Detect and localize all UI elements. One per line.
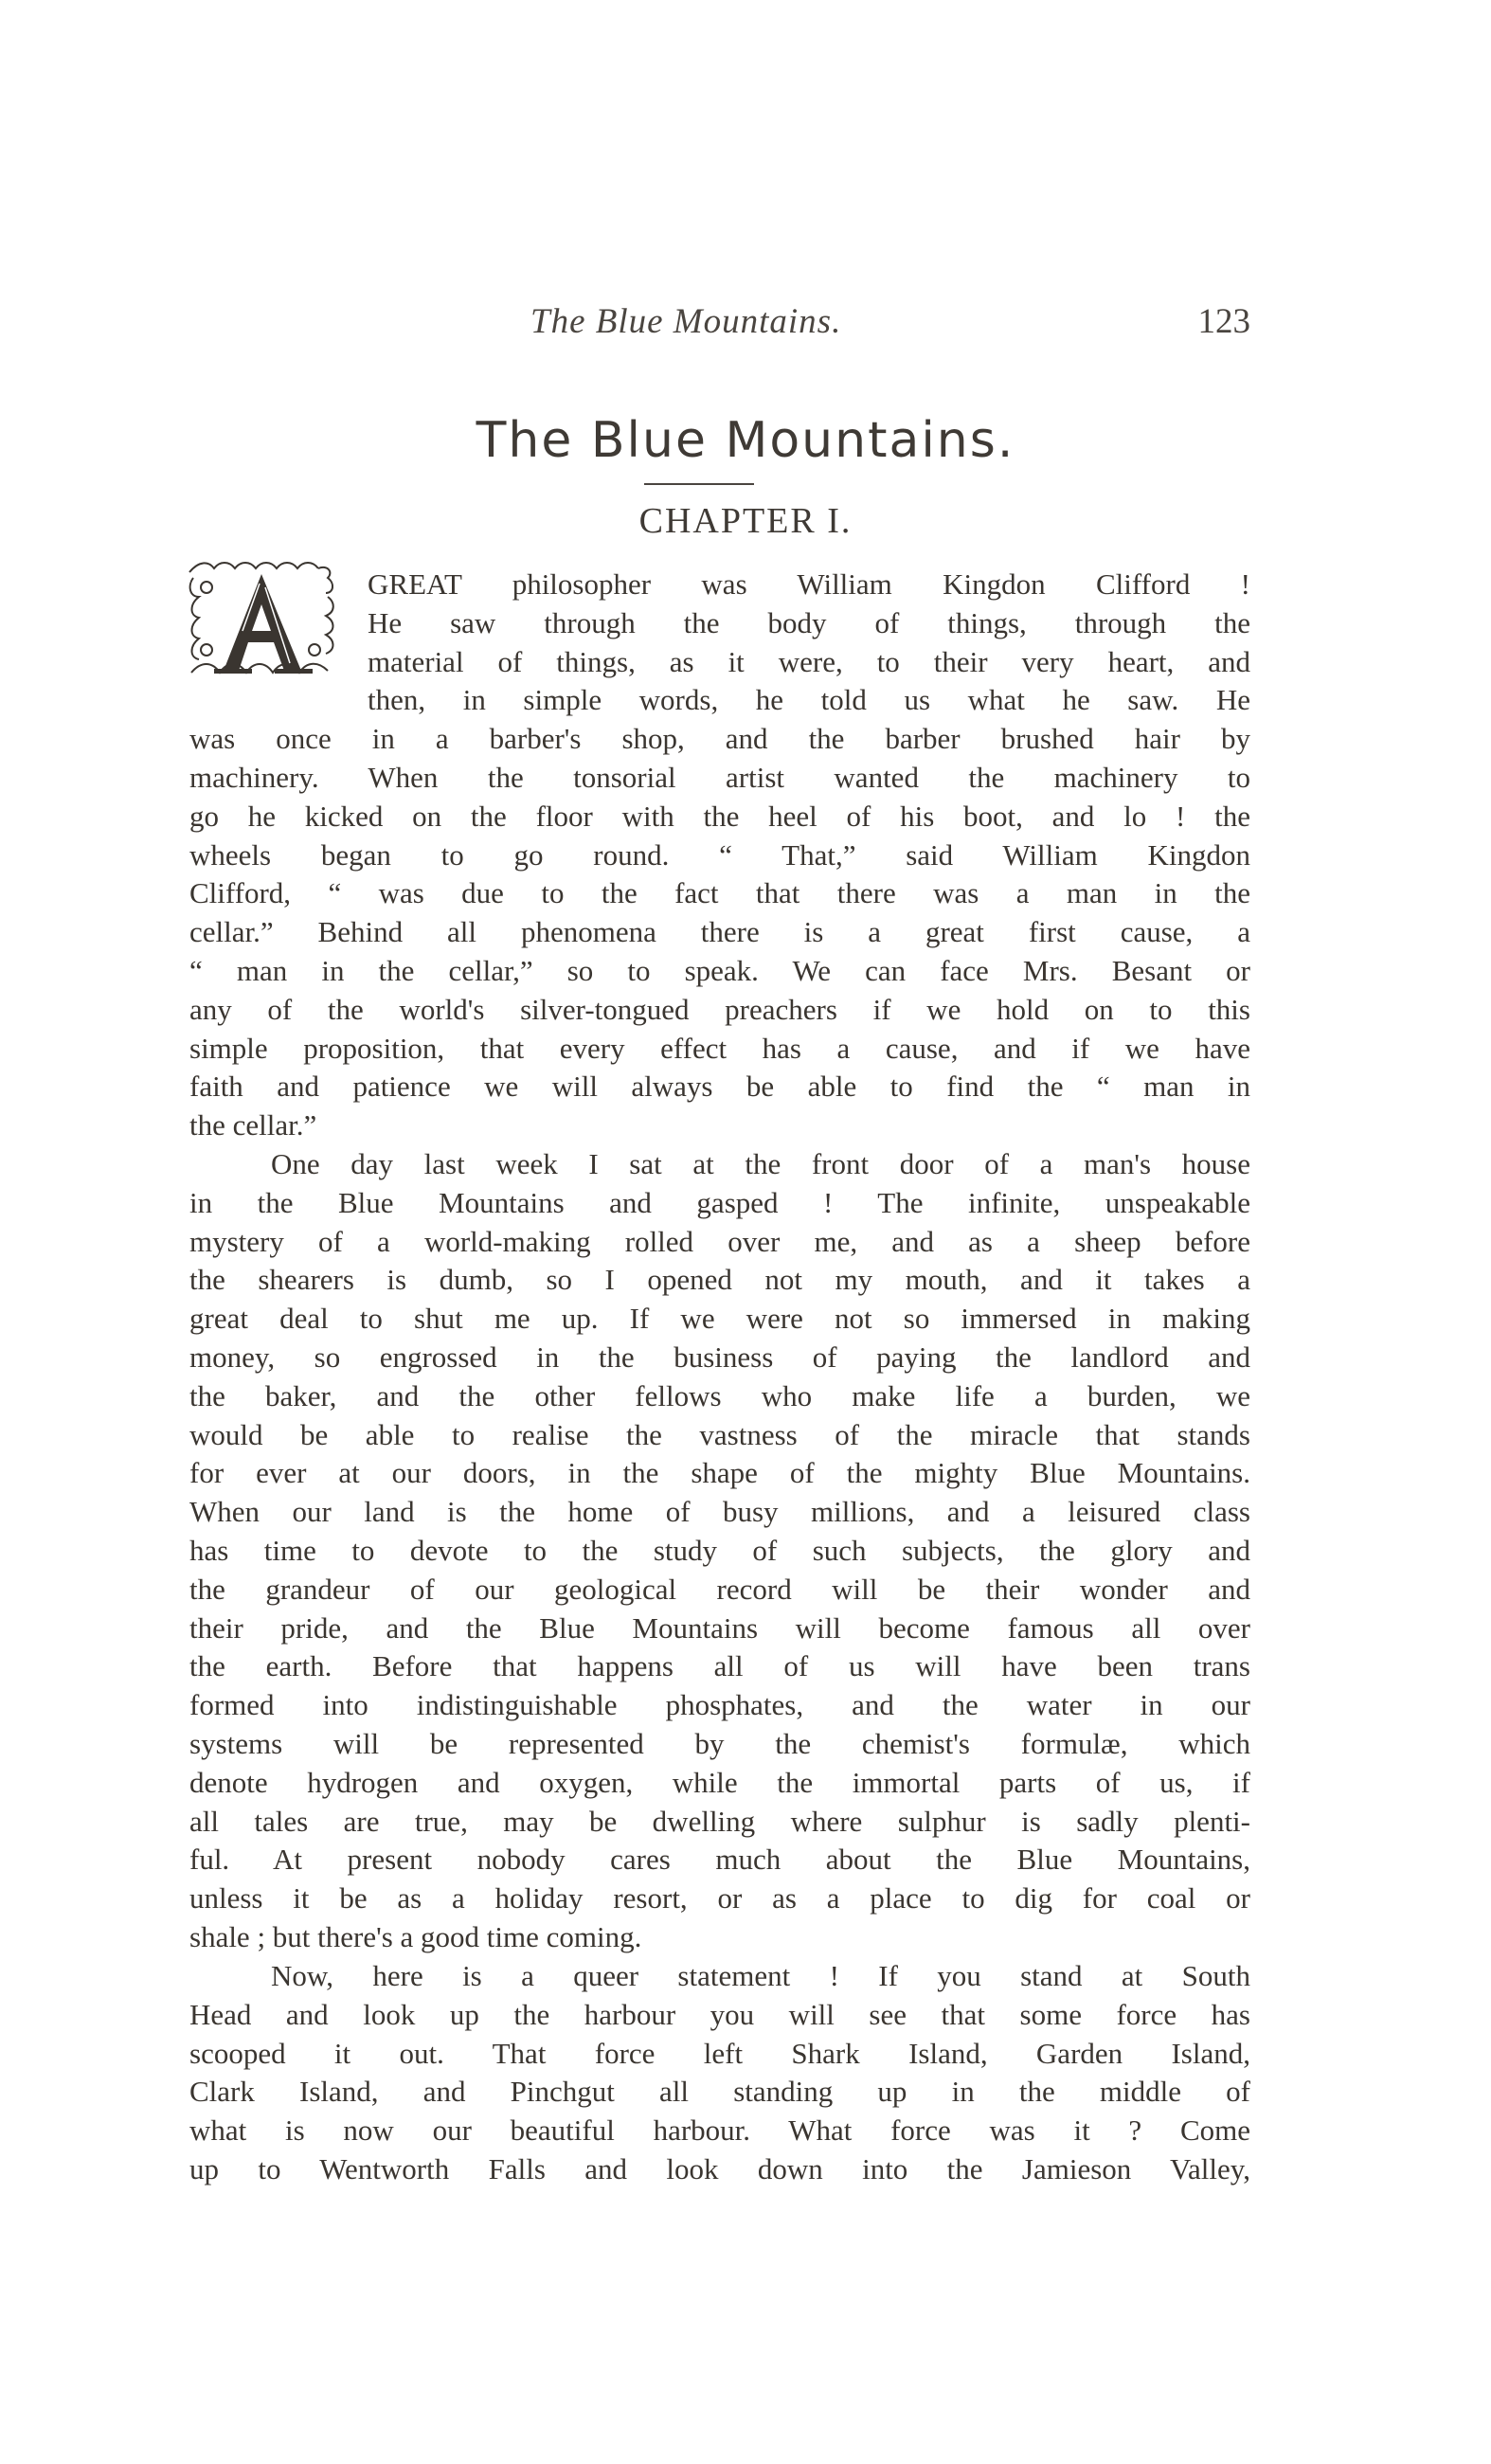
text-line: money, so engrossed in the business of paying the landlord and xyxy=(189,1340,1250,1374)
text-line: GREAT philosopher was William Kingdon Clifford ! xyxy=(368,567,1250,601)
paragraph-3 xyxy=(189,1957,1250,2189)
text-line: denote hydrogen and oxygen, while the immortal parts of us, if xyxy=(189,1765,1250,1799)
paragraph-2 xyxy=(189,1145,1250,1957)
text-line: for ever at our doors, in the shape of the mighty Blue Mountains. xyxy=(189,1456,1250,1490)
text-line: the earth. Before that happens all of us will have been trans xyxy=(189,1649,1250,1683)
text-line: all tales are true, may be dwelling where sulphur is sadly plenti- xyxy=(189,1804,1250,1838)
text-line: any of the world's silver-tongued preachers if we hold on to this xyxy=(189,992,1250,1026)
text-line: ful. At present nobody cares much about the Blue Mountains, xyxy=(189,1843,1250,1877)
chapter-heading: CHAPTER I. xyxy=(638,501,853,541)
text-line: mystery of a world-making rolled over me, and as a sheep before xyxy=(189,1224,1250,1258)
text-line: great deal to shut me up. If we were not so immersed in making xyxy=(189,1302,1250,1336)
page-number: 123 xyxy=(1197,302,1250,341)
text-line: unless it be as a holiday resort, or as a place to dig for coal or xyxy=(189,1881,1250,1915)
text-line: Now, here is a queer statement ! If you stand at South xyxy=(271,1959,1250,1992)
text-line: what is now our beautiful harbour. What force was it ? Come xyxy=(189,2113,1250,2148)
text-line: He saw through the body of things, through the xyxy=(368,605,1250,639)
article-title: The Blue Mountains. xyxy=(476,412,1015,469)
text-line: shale ; but there's a good time coming. xyxy=(189,1919,642,1953)
text-line: formed into indistinguishable phosphates, and the water in our xyxy=(189,1688,1250,1722)
title-divider xyxy=(644,483,754,485)
running-head xyxy=(189,301,1250,349)
text-line: in the Blue Mountains and gasped ! The infinite, unspeakable xyxy=(189,1185,1250,1219)
text-line: One day last week I sat at the front door of a man's house xyxy=(271,1147,1250,1180)
paragraph-1 xyxy=(189,566,1250,1145)
text-line: would be able to realise the vastness of the miracle that stands xyxy=(189,1417,1250,1451)
text-line: has time to devote to the study of such subjects, the glory and xyxy=(189,1533,1250,1567)
text-line: the shearers is dumb, so I opened not my mouth, and it takes a xyxy=(189,1263,1250,1297)
text-line: “ man in the cellar,” so to speak. We can face Mrs. Besant or xyxy=(189,953,1250,987)
text-line: faith and patience we will always be able to find the “ man in xyxy=(189,1070,1250,1104)
text-line: Clark Island, and Pinchgut all standing up in the middle of xyxy=(189,2075,1250,2109)
text-line: When our land is the home of busy millions, and a leisured class xyxy=(189,1495,1250,1529)
text-line: scooped it out. That force left Shark Island, Garden Island, xyxy=(189,2036,1250,2070)
text-line: material of things, as it were, to their very heart, and xyxy=(368,644,1250,678)
text-line: go he kicked on the floor with the heel of his boot, and lo ! the xyxy=(189,799,1250,833)
text-line: then, in simple words, he told us what he saw. He xyxy=(368,683,1250,717)
text-line: machinery. When the tonsorial artist wanted the machinery to xyxy=(189,760,1250,794)
text-line: the baker, and the other fellows who make life a burden, we xyxy=(189,1378,1250,1412)
text-line: systems will be represented by the chemist's formulæ, which xyxy=(189,1726,1250,1760)
text-line: their pride, and the Blue Mountains will become famous all over xyxy=(189,1610,1250,1645)
text-line: was once in a barber's shop, and the barber brushed hair by xyxy=(189,722,1250,756)
text-line: the cellar.” xyxy=(189,1108,317,1142)
text-line: Head and look up the harbour you will see that some force has xyxy=(189,1997,1250,2031)
text-line: simple proposition, that every effect has a cause, and if we have xyxy=(189,1031,1250,1065)
running-head-title: The Blue Mountains. xyxy=(530,302,842,341)
text-line: up to Wentworth Falls and look down into the Jamieson Valley, xyxy=(189,2151,1250,2185)
text-line: Clifford, “ was due to the fact that there was a man in the xyxy=(189,876,1250,910)
text-line: the grandeur of our geological record will be their wonder and xyxy=(189,1572,1250,1606)
text-line: cellar.” Behind all phenomena there is a great first cause, a xyxy=(189,915,1250,949)
text-line: wheels began to go round. “ That,” said William Kingdon xyxy=(189,837,1250,872)
